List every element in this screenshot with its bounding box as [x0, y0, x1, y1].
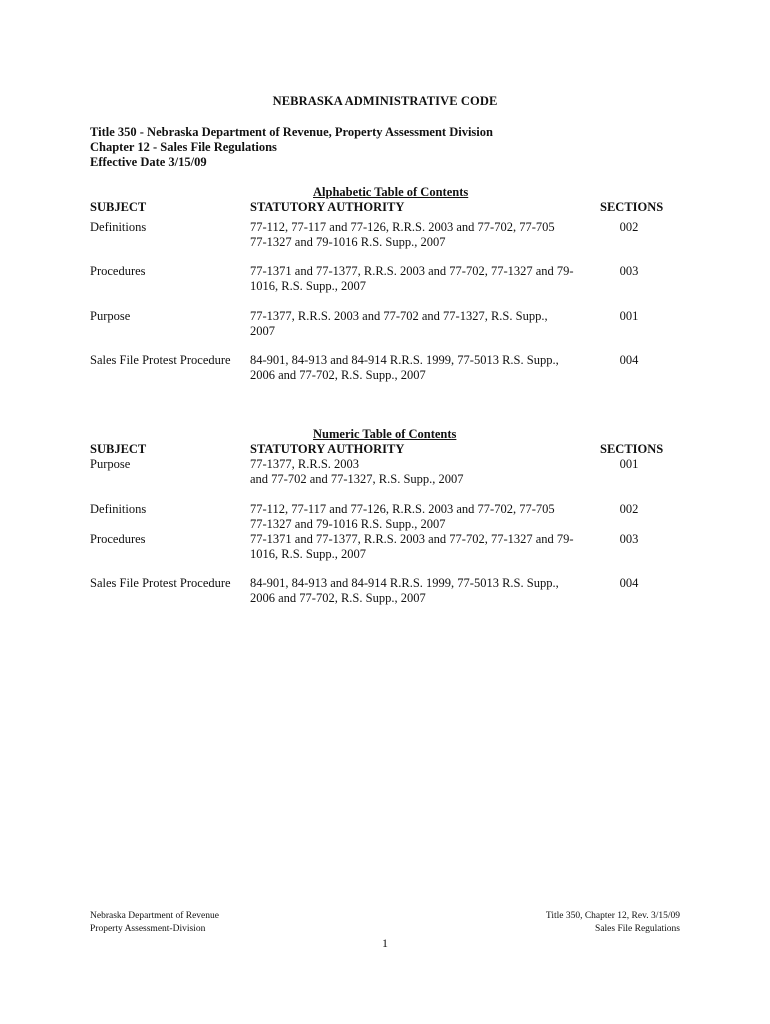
authority-line: 77-112, 77-117 and 77-126, R.R.S. 2003 and 77-702, 77-705	[250, 220, 555, 234]
footer-right	[546, 910, 680, 935]
row-subject: Purpose	[90, 457, 131, 471]
row-subject: Purpose	[90, 309, 131, 323]
footer-division: Property Assessment-Division	[90, 923, 206, 934]
authority-line: 77-1377, R.R.S. 2003	[250, 457, 360, 471]
authority-line: 84-901, 84-913 and 84-914 R.R.S. 1999, 77-5013 R.S. Supp.,	[250, 353, 559, 367]
numeric-toc-title: Numeric Table of Contents	[313, 427, 457, 441]
row-section: 001	[619, 309, 639, 323]
authority-line: 77-1327 and 79-1016 R.S. Supp., 2007	[250, 517, 446, 531]
row-subject: Procedures	[90, 264, 146, 278]
authority-line: 77-1371 and 77-1377, R.R.S. 2003 and 77-702, 77-1327 and 79-	[250, 532, 574, 546]
authority-line: 84-901, 84-913 and 84-914 R.R.S. 1999, 77-5013 R.S. Supp.,	[250, 576, 559, 590]
page-number: 1	[382, 936, 388, 950]
row-subject: Procedures	[90, 532, 146, 546]
row-section: 002	[619, 502, 639, 516]
authority-line: 77-112, 77-117 and 77-126, R.R.S. 2003 and 77-702, 77-705	[250, 502, 555, 516]
footer-regulation-name: Sales File Regulations	[595, 923, 680, 934]
row-authority	[250, 457, 590, 487]
effective-date-line: Effective Date 3/15/09	[90, 155, 207, 169]
row-authority	[250, 502, 590, 532]
sections-column-header: SECTIONS	[600, 200, 664, 214]
subject-column-header: SUBJECT	[90, 442, 147, 456]
row-authority	[250, 309, 590, 339]
authority-line: 77-1327 and 79-1016 R.S. Supp., 2007	[250, 235, 446, 249]
row-subject: Definitions	[90, 502, 147, 516]
authority-column-header: STATUTORY AUTHORITY	[250, 442, 405, 456]
footer-department: Nebraska Department of Revenue	[90, 911, 219, 921]
authority-line: and 77-702 and 77-1327, R.S. Supp., 2007	[250, 472, 464, 486]
row-section: 004	[619, 576, 639, 590]
title-line: Title 350 - Nebraska Department of Revenue, Property Assessment Division	[90, 125, 493, 139]
row-subject: Definitions	[90, 220, 147, 234]
authority-line: 1016, R.S. Supp., 2007	[250, 279, 366, 293]
row-subject: Sales File Protest Procedure	[90, 576, 231, 590]
row-authority	[250, 576, 590, 606]
row-authority	[250, 220, 590, 250]
code-title: NEBRASKA ADMINISTRATIVE CODE	[272, 94, 498, 108]
row-section: 003	[619, 264, 639, 278]
authority-line: 2006 and 77-702, R.S. Supp., 2007	[250, 591, 426, 605]
row-authority	[250, 264, 590, 294]
authority-line: 2006 and 77-702, R.S. Supp., 2007	[250, 368, 426, 382]
subject-column-header: SUBJECT	[90, 200, 147, 214]
row-subject: Sales File Protest Procedure	[90, 353, 231, 367]
row-section: 003	[619, 532, 639, 546]
row-section: 002	[619, 220, 639, 234]
authority-line: 2007	[250, 324, 275, 338]
row-section: 004	[619, 353, 639, 367]
alphabetic-toc-title: Alphabetic Table of Contents	[313, 185, 469, 199]
sections-column-header: SECTIONS	[600, 442, 664, 456]
authority-line: 77-1377, R.R.S. 2003 and 77-702 and 77-1327, R.S. Supp.,	[250, 309, 548, 323]
chapter-line: Chapter 12 - Sales File Regulations	[90, 140, 277, 154]
authority-line: 77-1371 and 77-1377, R.R.S. 2003 and 77-702, 77-1327 and 79-	[250, 264, 574, 278]
row-section: 001	[619, 457, 639, 471]
row-authority	[250, 353, 590, 383]
footer-left	[90, 910, 219, 935]
footer-revision: Title 350, Chapter 12, Rev. 3/15/09	[545, 911, 680, 921]
authority-line: 1016, R.S. Supp., 2007	[250, 547, 366, 561]
row-authority	[250, 532, 590, 562]
document-header	[90, 125, 493, 170]
authority-column-header: STATUTORY AUTHORITY	[250, 200, 405, 214]
